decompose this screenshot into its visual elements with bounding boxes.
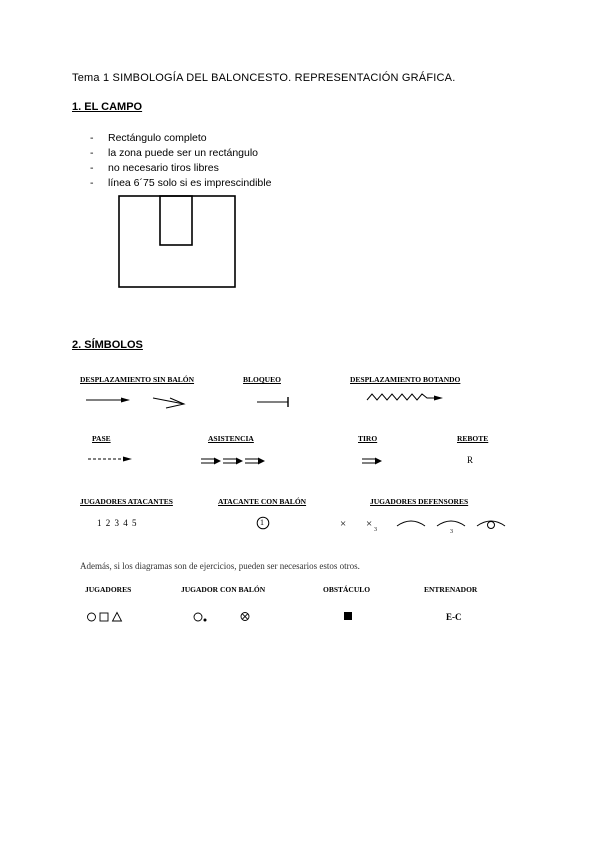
label-entrenador: ENTRENADOR [424,585,478,594]
rebound-symbol: R [467,455,474,465]
court-diagram [118,195,238,291]
player-shapes-icon [87,611,127,625]
defender-x: × [340,518,347,530]
campo-bullet-list [90,131,271,191]
label-desplazamiento-botando: DESPLAZAMIENTO BOTANDO [350,375,461,384]
label-jugadores: JUGADORES [85,585,132,594]
section-heading-campo: 1. EL CAMPO [72,101,143,113]
screen-icon [257,396,291,410]
label-rebote: REBOTE [457,434,489,443]
label-jugador-con-balon: JUGADOR CON BALÓN [181,585,266,594]
label-atacante-con-balon: ATACANTE CON BALÓN [218,497,307,506]
coach-symbol: E-C [446,612,462,622]
label-pase: PASE [92,434,111,443]
assist-arrow-icon [201,455,267,467]
player-with-ball-icon [193,611,209,625]
extra-symbols-note: Además, si los diagramas son de ejercicios, pueden ser necesarios estos otros. [80,561,360,571]
dribble-arrow-icon [367,390,447,406]
defender-arc-subscript: 3 [450,529,453,535]
section-heading-simbolos: 2. SÍMBOLOS [72,339,143,351]
ball-circle-cross-icon [240,611,252,623]
label-obstaculo: OBSTÁCULO [323,585,371,594]
list-item: - la zona puede ser un rectángulo [90,147,259,159]
list-item: - Rectángulo completo [90,132,207,144]
label-tiro: TIRO [358,434,378,443]
label-asistencia: ASISTENCIA [208,434,254,443]
court-outline [119,196,235,287]
document-title: Tema 1 SIMBOLOGÍA DEL BALONCESTO. REPRESENTACIÓN GRÁFICA. [72,72,456,84]
attacker-with-ball-number: 1 [260,518,264,527]
shot-arrow-icon [362,455,384,467]
label-bloqueo: BLOQUEO [243,375,281,384]
list-item: - no necesario tiros libres [90,162,219,174]
attacker-with-ball-icon [256,516,272,532]
defender-arcs-icon [397,516,509,536]
label-desplazamiento-sin-balon: DESPLAZAMIENTO SIN BALÓN [80,375,195,384]
label-jugadores-defensores: JUGADORES DEFENSORES [370,497,469,506]
attacker-numbers: 1 2 3 4 5 [97,518,137,528]
obstacle-square-icon [344,612,354,622]
court-zone [160,196,192,245]
defender-subscript: 3 [374,527,377,533]
pass-arrow-icon [88,453,136,465]
list-item: - línea 6´75 solo si es imprescindible [90,177,272,189]
label-jugadores-atacantes: JUGADORES ATACANTES [80,497,173,506]
movement-arrow-icon [86,394,196,412]
defender-x-numbered: × [366,518,373,530]
